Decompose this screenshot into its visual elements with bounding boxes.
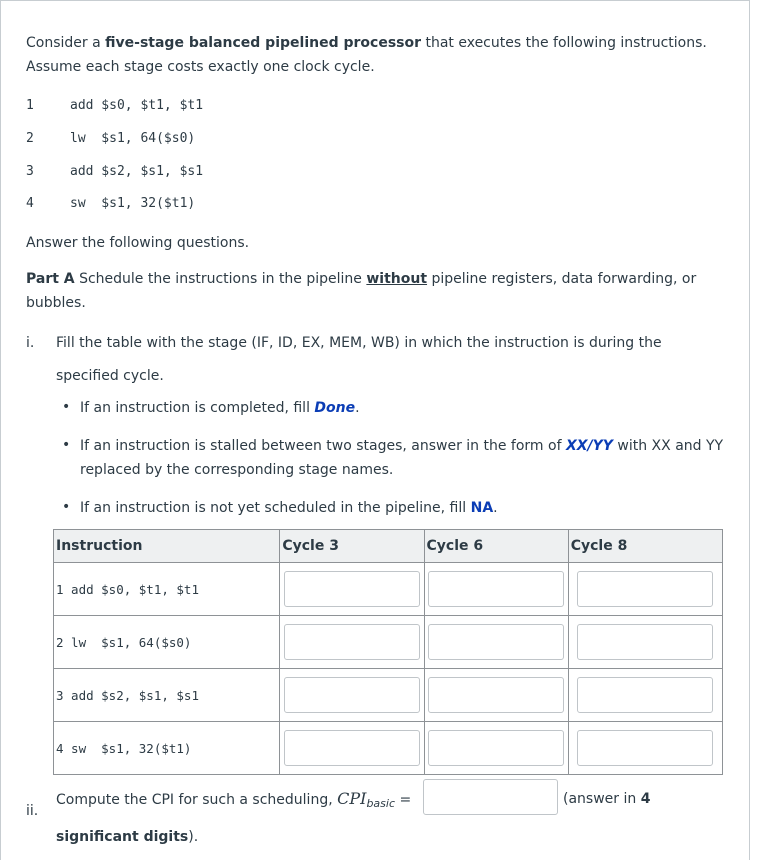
bullet-2: • <box>62 437 71 453</box>
instruction-cell: 3 add $s2, $s1, $s1 <box>54 669 280 722</box>
answer-input-r4-c6[interactable] <box>428 730 564 766</box>
code-line-3: 3 add $s2, $s1, $s1 <box>26 164 204 179</box>
pipeline-table <box>53 529 723 775</box>
item-i-numeral: i. <box>26 335 35 351</box>
answer-following-text: Answer the following questions. <box>26 235 250 251</box>
answer-input-r2-c8[interactable] <box>577 624 713 660</box>
code-line-1: 1 add $s0, $t1, $t1 <box>26 98 204 113</box>
cpi-subscript: basic <box>366 797 395 810</box>
answer-input-r3-c6[interactable] <box>428 677 564 713</box>
item-ii-line1: Compute the CPI for such a scheduling, $CPI_{basic}$ = <box>56 789 412 810</box>
answer-input-r1-c6[interactable] <box>428 571 564 607</box>
table-row <box>54 563 723 616</box>
bullet-3-text: If an instruction is not yet scheduled in the pipeline, fill NA. <box>80 500 498 516</box>
bullet-1: • <box>62 399 71 415</box>
answer-input-r3-c3[interactable] <box>284 677 420 713</box>
answer-input-r3-c8[interactable] <box>577 677 713 713</box>
answer-input-r2-c3[interactable] <box>284 624 420 660</box>
item-ii-line2: significant digits). <box>56 829 199 845</box>
cpi-symbol: CPI <box>337 789 367 808</box>
part-a-paragraph: Part A Schedule the instructions in the pipeline without pipeline registers, data forwarding, or bubbles. <box>26 271 697 311</box>
intro-bold: five-stage balanced pipelined processor <box>105 35 422 51</box>
instruction-cell: 4 sw $s1, 32($t1) <box>54 722 280 775</box>
bullet-3: • <box>62 499 71 515</box>
item-i-line1: Fill the table with the stage (IF, ID, EX, MEM, WB) in which the instruction is during the <box>56 335 662 351</box>
header-cycle-6: Cycle 6 <box>424 530 568 563</box>
instruction-cell: 2 lw $s1, 64($s0) <box>54 616 280 669</box>
table-row <box>54 722 723 775</box>
item-ii-numeral: ii. <box>26 803 39 819</box>
answer-hint: (answer in 4 <box>563 791 651 807</box>
code-line-4: 4 sw $s1, 32($t1) <box>26 196 196 211</box>
bullet-1-text: If an instruction is completed, fill Done. <box>80 400 360 416</box>
answer-input-r4-c3[interactable] <box>284 730 420 766</box>
table-row <box>54 616 723 669</box>
header-instruction: Instruction <box>54 530 280 563</box>
answer-input-r4-c8[interactable] <box>577 730 713 766</box>
table-header-row <box>54 530 723 563</box>
header-cycle-8: Cycle 8 <box>568 530 722 563</box>
answer-input-r2-c6[interactable] <box>428 624 564 660</box>
bullet-2-text: If an instruction is stalled between two stages, answer in the form of XX/YY with XX and YY replaced by the corresponding stage names. <box>80 438 724 478</box>
answer-input-r1-c8[interactable] <box>577 571 713 607</box>
item-i-line2: specified cycle. <box>56 368 164 384</box>
header-cycle-3: Cycle 3 <box>280 530 424 563</box>
cpi-answer-input[interactable] <box>423 779 558 815</box>
answer-input-r1-c3[interactable] <box>284 571 420 607</box>
instruction-cell: 1 add $s0, $t1, $t1 <box>54 563 280 616</box>
without-emphasis: without <box>366 271 428 287</box>
code-line-2: 2 lw $s1, 64($s0) <box>26 131 196 146</box>
intro-paragraph: Consider a five-stage balanced pipelined processor that executes the following instructions. Assume each stage costs exactly one clock cycle. <box>26 35 707 75</box>
table-row <box>54 669 723 722</box>
part-a-label: Part A <box>26 271 75 287</box>
